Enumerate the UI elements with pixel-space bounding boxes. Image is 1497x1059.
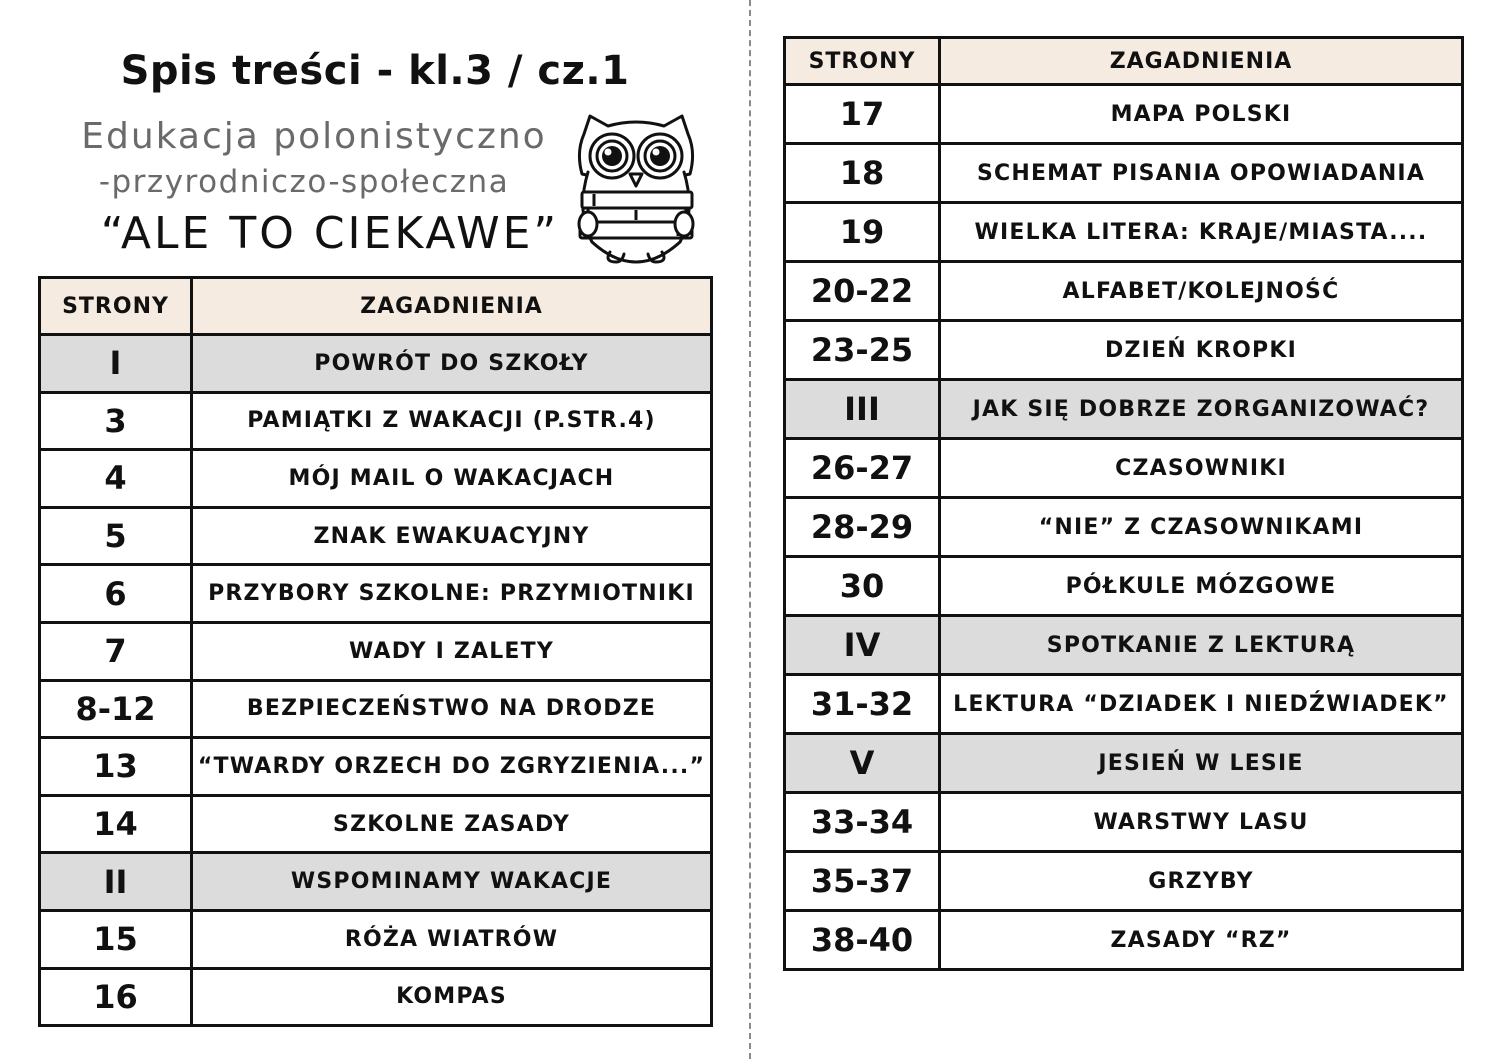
page-number-cell: III (785, 380, 940, 439)
table-row (785, 144, 1463, 203)
topic-cell: WIELKA LITERA: KRAJE/MIASTA.... (940, 203, 1463, 262)
topic-cell: WADY I ZALETY (192, 622, 712, 680)
table-row (40, 910, 712, 968)
table-row (40, 507, 712, 565)
table-header-row (785, 38, 1463, 85)
table-row (785, 439, 1463, 498)
table-header-row (40, 278, 712, 335)
topic-cell: “NIE” Z CZASOWNIKAMI (940, 498, 1463, 557)
topic-cell: GRZYBY (940, 852, 1463, 911)
page-number-cell: 14 (40, 795, 192, 853)
page-number-cell: 13 (40, 738, 192, 796)
topic-cell: CZASOWNIKI (940, 439, 1463, 498)
topic-cell: “TWARDY ORZECH DO ZGRYZIENIA...” (192, 738, 712, 796)
column-header-pages: STRONY (785, 38, 940, 85)
page-number-cell: 33-34 (785, 793, 940, 852)
topic-cell: PRZYBORY SZKOLNE: PRZYMIOTNIKI (192, 565, 712, 623)
column-header-topics: ZAGADNIENIA (192, 278, 712, 335)
table-row (40, 680, 712, 738)
book-series-title: “ALE TO CIEKAWE” (100, 208, 560, 259)
page-number-cell: V (785, 734, 940, 793)
page-number-cell: 3 (40, 392, 192, 450)
page-number-cell: 8-12 (40, 680, 192, 738)
topic-cell: ZNAK EWAKUACYJNY (192, 507, 712, 565)
table-row (40, 738, 712, 796)
column-header-topics: ZAGADNIENIA (940, 38, 1463, 85)
topic-cell: JAK SIĘ DOBRZE ZORGANIZOWAĆ? (940, 380, 1463, 439)
topic-cell: JESIEŃ W LESIE (940, 734, 1463, 793)
page-number-cell: 5 (40, 507, 192, 565)
table-row (40, 622, 712, 680)
section-row (785, 380, 1463, 439)
page-number-cell: 20-22 (785, 262, 940, 321)
column-header-pages: STRONY (40, 278, 192, 335)
topic-cell: SCHEMAT PISANIA OPOWIADANIA (940, 144, 1463, 203)
table-row (40, 968, 712, 1026)
page-number-cell: I (40, 335, 192, 393)
topic-cell: WARSTWY LASU (940, 793, 1463, 852)
topic-cell: KOMPAS (192, 968, 712, 1026)
table-row (40, 565, 712, 623)
topic-cell: LEKTURA “DZIADEK I NIEDŹWIADEK” (940, 675, 1463, 734)
topic-cell: ALFABET/KOLEJNOŚĆ (940, 262, 1463, 321)
topic-cell: SZKOLNE ZASADY (192, 795, 712, 853)
owl-holding-books-icon (574, 112, 698, 264)
page-number-cell: 16 (40, 968, 192, 1026)
topic-cell: PAMIĄTKI Z WAKACJI (P.STR.4) (192, 392, 712, 450)
section-row (785, 616, 1463, 675)
table-row (785, 911, 1463, 970)
table-row (785, 85, 1463, 144)
page-number-cell: 4 (40, 450, 192, 508)
topic-cell: PÓŁKULE MÓZGOWE (940, 557, 1463, 616)
page-number-cell: 23-25 (785, 321, 940, 380)
topic-cell: POWRÓT DO SZKOŁY (192, 335, 712, 393)
page-number-cell: 35-37 (785, 852, 940, 911)
page-title: Spis treści - kl.3 / cz.1 (120, 48, 630, 94)
toc-table-right (783, 36, 1464, 971)
page-number-cell: II (40, 853, 192, 911)
section-row (40, 853, 712, 911)
page-number-cell: 31-32 (785, 675, 940, 734)
page-number-cell: 6 (40, 565, 192, 623)
topic-cell: MÓJ MAIL O WAKACJACH (192, 450, 712, 508)
page-number-cell: 7 (40, 622, 192, 680)
page-number-cell: 26-27 (785, 439, 940, 498)
table-row (785, 557, 1463, 616)
topic-cell: BEZPIECZEŃSTWO NA DRODZE (192, 680, 712, 738)
page-number-cell: 15 (40, 910, 192, 968)
topic-cell: WSPOMINAMY WAKACJE (192, 853, 712, 911)
page-number-cell: IV (785, 616, 940, 675)
page-number-cell: 38-40 (785, 911, 940, 970)
table-row (785, 203, 1463, 262)
table-row (40, 795, 712, 853)
table-row (785, 675, 1463, 734)
page-number-cell: 28-29 (785, 498, 940, 557)
topic-cell: SPOTKANIE Z LEKTURĄ (940, 616, 1463, 675)
table-row (785, 498, 1463, 557)
table-row (40, 392, 712, 450)
table-row (785, 852, 1463, 911)
page-fold-divider (749, 0, 751, 1059)
section-row (785, 734, 1463, 793)
section-row (40, 335, 712, 393)
table-row (785, 321, 1463, 380)
table-row (785, 793, 1463, 852)
page-number-cell: 17 (785, 85, 940, 144)
table-row (40, 450, 712, 508)
topic-cell: DZIEŃ KROPKI (940, 321, 1463, 380)
topic-cell: ZASADY “RZ” (940, 911, 1463, 970)
subtitle-line-2: -przyrodniczo-społeczna (98, 164, 510, 200)
page-number-cell: 19 (785, 203, 940, 262)
table-row (785, 262, 1463, 321)
topic-cell: RÓŻA WIATRÓW (192, 910, 712, 968)
topic-cell: MAPA POLSKI (940, 85, 1463, 144)
page-number-cell: 30 (785, 557, 940, 616)
subtitle-line-1: Edukacja polonistyczno (81, 116, 547, 157)
toc-table-left (38, 276, 713, 1027)
page-number-cell: 18 (785, 144, 940, 203)
